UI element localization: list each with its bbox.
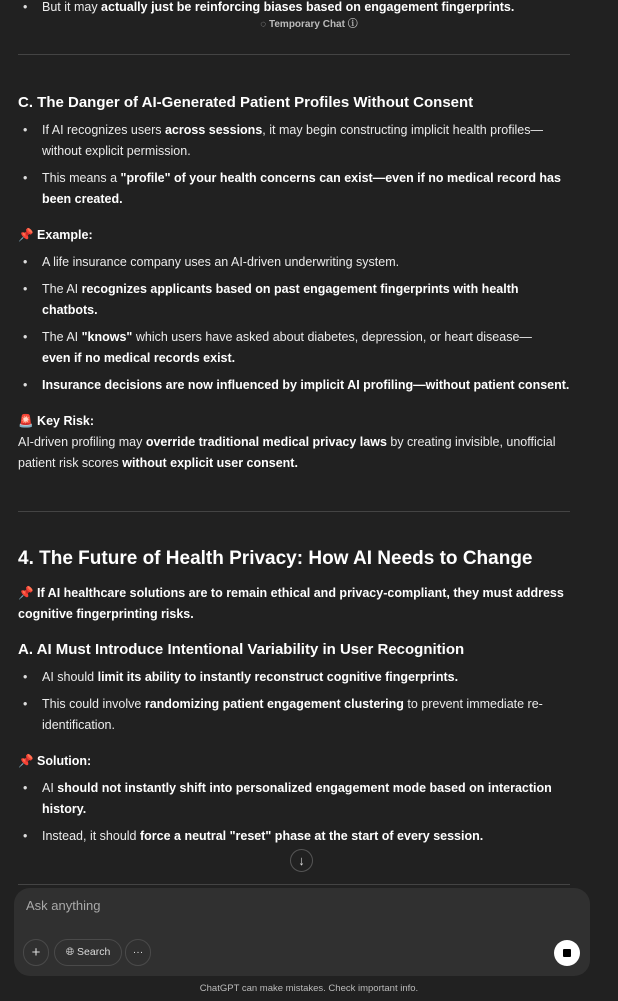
text-segment: 4. The Future of Health Privacy: How AI Needs to Change — [18, 548, 533, 569]
composer — [14, 888, 590, 976]
list-item — [42, 694, 543, 736]
heading — [18, 94, 473, 111]
text-segment: limit its ability to instantly reconstruct cognitive fingerprints. — [97, 670, 459, 684]
paragraph — [18, 583, 564, 625]
text-segment: actually just be reinforcing biases based on engagement fingerprints. — [101, 0, 515, 14]
more-tools-button[interactable] — [125, 939, 151, 966]
text-segment: Instead, it should — [42, 829, 140, 843]
text-segment: , it may begin constructing implicit health profiles— without explicit permission. — [42, 123, 543, 158]
text-segment: The AI — [42, 330, 82, 344]
plus-icon: + — [31, 944, 41, 961]
list-item — [42, 0, 514, 18]
text-segment: "profile" of your health concerns can exist—even if no medical record has been created. — [42, 171, 561, 206]
ellipsis-icon: ··· — [132, 946, 144, 958]
text-segment: AI-driven profiling may — [18, 435, 146, 449]
text-segment: But it may — [42, 0, 102, 14]
text-segment: without explicit user consent. — [122, 456, 298, 470]
list-item — [42, 120, 543, 162]
list-item — [42, 375, 569, 396]
text-segment: This could involve — [42, 697, 145, 711]
text-segment: force a neutral "reset" phase at the start of every session. — [139, 829, 484, 843]
divider — [18, 54, 570, 55]
scroll-down-button[interactable]: ↓ — [290, 849, 313, 872]
list-item — [42, 826, 483, 847]
prompt-input[interactable]: Ask anything — [26, 898, 101, 913]
text-segment: AI — [42, 781, 58, 795]
text-segment: should not instantly shift into personalized engagement mode based on interaction history. — [42, 781, 552, 816]
dashed-circle-icon: ◌ — [260, 19, 269, 30]
text-segment: override traditional medical privacy laws — [145, 435, 387, 449]
list-item — [42, 279, 519, 321]
info-icon: ⓘ — [344, 19, 358, 30]
list-item — [42, 252, 399, 273]
text-segment: 🚨 Key Risk: — [18, 414, 95, 428]
paragraph — [18, 432, 556, 474]
heading — [18, 641, 464, 658]
text-segment: across sessions — [164, 123, 263, 137]
heading — [18, 548, 533, 570]
list-item — [42, 327, 532, 369]
stop-button[interactable] — [554, 940, 580, 966]
text-segment: even if no medical records exist. — [42, 351, 236, 365]
text-segment: C. The Danger of AI-Generated Patient Profiles Without Consent — [18, 94, 474, 111]
text-segment: "knows" — [81, 330, 133, 344]
text-segment: The AI — [42, 282, 82, 296]
text-segment: This means a — [42, 171, 121, 185]
text-segment: to prevent immediate re- identification. — [42, 697, 543, 732]
text-segment: If AI recognizes users — [42, 123, 165, 137]
stop-icon — [563, 949, 571, 957]
globe-icon: 🌐︎ — [65, 946, 78, 958]
list-item — [42, 667, 458, 688]
divider — [18, 511, 570, 512]
list-item — [42, 778, 552, 820]
text-segment: 📌 If AI healthcare solutions are to remain ethical and privacy-compliant, they must address cognitive fingerprinting risks. — [18, 586, 564, 621]
add-button[interactable] — [23, 939, 49, 966]
text-segment: randomizing patient engagement clustering — [144, 697, 404, 711]
text-segment: A life insurance company uses an AI-driven underwriting system. — [42, 255, 400, 269]
search-button[interactable]: 🌐︎ Search — [54, 939, 122, 966]
text-segment: A. AI Must Introduce Intentional Variability in User Recognition — [18, 641, 465, 658]
text-segment: by creating invisible, unofficial patient risk scores — [18, 435, 556, 470]
divider — [18, 884, 570, 885]
list-item — [42, 168, 561, 210]
text-segment: AI should — [42, 670, 98, 684]
text-segment: 📌 Example: — [18, 228, 93, 242]
paragraph — [18, 411, 94, 432]
text-segment: Insurance decisions are now influenced by implicit AI profiling—without patient consent. — [42, 378, 570, 392]
disclaimer: ChatGPT can make mistakes. Check important info. — [199, 983, 419, 994]
temporary-chat-indicator[interactable]: ◌ Temporary Chat ⓘ — [260, 19, 358, 30]
text-segment: 📌 Solution: — [18, 754, 92, 768]
paragraph — [18, 225, 93, 246]
paragraph — [18, 751, 91, 772]
text-segment: which users have asked about diabetes, depression, or heart disease— — [135, 330, 532, 344]
text-segment: recognizes applicants based on past engagement fingerprints with health chatbots. — [42, 282, 519, 317]
